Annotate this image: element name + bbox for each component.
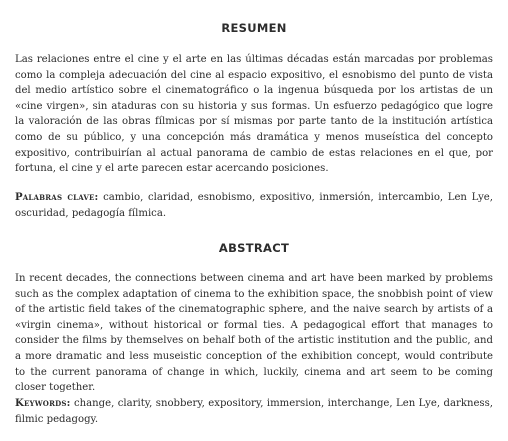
resumen-keywords — [15, 190, 493, 221]
abstract-keywords-label: Keywords: — [15, 398, 71, 409]
abstract-heading: ABSTRACT — [218, 241, 290, 255]
resumen-keywords-list: cambio, claridad, esnobismo, expositivo, inmersión, intercambio, Len Lye, oscuridad, pedagogía fílmica. — [15, 192, 493, 219]
resumen-heading: RESUMEN — [221, 21, 287, 35]
abstract-keywords — [15, 396, 493, 427]
resumen-body: Las relaciones entre el cine y el arte en las últimas décadas están marcadas por problemas como la compleja adecuación del cine al espacio expositivo, el esnobismo del punto de vista del medio artístico sobre el cinematográfico o la ingenua búsqueda por los artistas de un «cine virgen», sin ataduras con su historia y sus formas. Un esfuerzo pedagógico que logre la valoración de las obras fílmicas por sí mismas por parte tanto de la institución artística como de su público, y una concepción más dramática y menos museística del concepto expositivo, contribuirían al actual panorama de cambio de estas relaciones en el que, por fortuna, el cine y el arte parecen estar acercando posiciones. — [15, 54, 493, 175]
abstract-body: In recent decades, the connections between cinema and art have been marked by problems such as the complex adaptation of cinema to the exhibition space, the snobbish point of view of the artistic field takes of the cinematographic sphere, and the naive search by artists of a «virgin cinema», without historical or formal ties. A pedagogical effort that manages to consider the films by themselves on behalf both of the artistic institution and the public, and a more dramatic and less museistic conception of the exhibition concept, would contribute to the current panorama of change in which, luckily, cinema and art seem to be coming closer together. — [15, 273, 493, 394]
resumen-keywords-label: Palabras clave: — [15, 192, 99, 203]
abstract-keywords-list: change, clarity, snobbery, expository, immersion, interchange, Len Lye, darkness, filmic pedagogy. — [15, 398, 493, 425]
